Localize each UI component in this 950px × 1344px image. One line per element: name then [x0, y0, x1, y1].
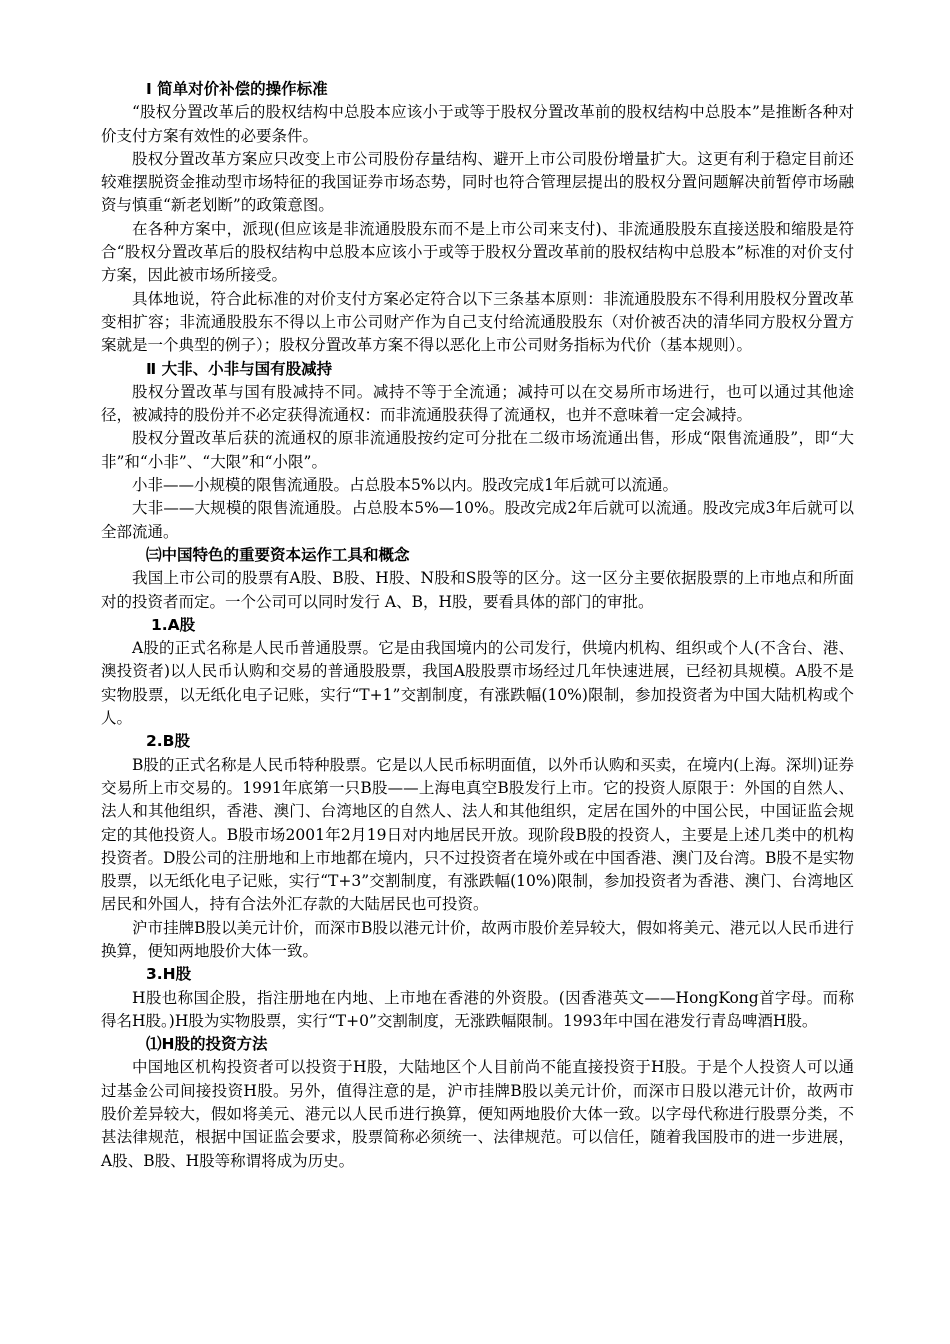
paragraph: 中国地区机构投资者可以投资于H股，大陆地区个人目前尚不能直接投资于H股。于是个人投资人可以通过基金公司间接投资H股。另外，值得注意的是，沪市挂牌B股以美元计价，而深市日股以港元计价，故两市股价差异较大，假如将美元、港元以人民币进行换算，便知两地股价大体一致。以字母代称进行股票分类，不甚法律规范，根据中国证监会要求，股票简称必须统一、法律规范。可以信任，随着我国股市的进一步进展，A股、B股、H股等称谓将成为历史。: [101, 1058, 854, 1170]
paragraph: 我国上市公司的股票有A股、B股、H股、N股和S股等的区分。这一区分主要依据股票的上市地点和所面对的投资者而定。一个公司可以同时发行 A、B，H股，要看具体的部门的审批。: [101, 569, 854, 611]
section-heading-h-share: 3.H股: [146, 965, 192, 984]
paragraph: H股也称国企股，指注册地在内地、上市地在香港的外资股。(因香港英文——HongKong首字母。而称得名H股。)H股为实物股票，实行“T+0”交割制度，无涨跌幅限制。1993年中国在港发行青岛啤酒H股。: [101, 988, 854, 1030]
paragraph: 小非——小规模的限售流通股。占总股本5%以内。股改完成1年后就可以流通。: [132, 476, 678, 495]
paragraph: 股权分置改革与国有股减持不同。减持不等于全流通；减持可以在交易所市场进行，也可以通过其他途径，被减持的股份并不必定获得流通权：而非流通股获得了流通权，也并不意味着一定会减持。: [101, 382, 854, 425]
section-heading-large-small-nontradable: Ⅱ 大非、小非与国有股减持: [146, 359, 333, 378]
paragraph: 在各种方案中，派现(但应该是非流通股股东而不是上市公司来支付)、非流通股股东直接送股和缩股是符合“股权分置改革后的股权结构中总股本应该小于或等于股权分置改革前的股权结构中总股本”标准的对价支付方案，因此被市场所接受。: [101, 219, 854, 285]
paragraph: 股权分置改革后获的流通权的原非流通股按约定可分批在二级市场流通出售，形成“限售流通股”，即“大非”和“小非”、“大限”和“小限”。: [101, 429, 854, 471]
section-heading-capital-tools: ㈢中国特色的重要资本运作工具和概念: [146, 545, 410, 564]
paragraph: 股权分置改革方案应只改变上市公司股份存量结构、避开上市公司股份增量扩大。这更有利于稳定目前还较难摆脱资金推动型市场特征的我国证券市场态势，同时也符合管理层提出的股权分置问题解决前暂停市场融资与慎重“新老划断”的政策意图。: [101, 149, 854, 215]
paragraph: A股的正式名称是人民币普通股票。它是由我国境内的公司发行，供境内机构、组织或个人(不含台、港、澳投资者)以人民币认购和交易的普通股股票，我国A股股票市场经过几年快速进展，已经初具规模。A股不是实物股票，以无纸化电子记账，实行“T+1”交割制度，有涨跌幅(10%)限制，参加投资者为中国大陆机构或个人。: [101, 639, 854, 728]
paragraph: B股的正式名称是人民币特种股票。它是以人民币标明面值，以外币认购和买卖，在境内(上海。深圳)证券交易所上市交易的。1991年底第一只B股——上海电真空B股发行上市。它的投资人原限于：外国的自然人、法人和其他组织，香港、澳门、台湾地区的自然人、法人和其他组织，定居在国外的中国公民，中国证监会规定的其他投资人。B股市场2001年2月19日对内地居民开放。现阶段B股的投资人，主要是上述几类中的机构投资者。D股公司的注册地和上市地都在境内，只不过投资者在境外或在中国香港、澳门及台湾。B股不是实物股票，以无纸化电子记账，实行“T+3”交割制度，有涨跌幅(10%)限制，参加投资者为香港、澳门、台湾地区居民和外国人，持有合法外汇存款的大陆居民也可投资。: [101, 755, 854, 914]
paragraph: 具体地说，符合此标准的对价支付方案必定符合以下三条基本原则：非流通股股东不得利用股权分置改革变相扩容；非流通股股东不得以上市公司财产作为自己支付给流通股股东（对价被否决的清华同方股权分置方案就是一个典型的例子）；股权分置改革方案不得以恶化上市公司财务指标为代价（基本规则）。: [101, 289, 854, 355]
paragraph: 大非——大规模的限售流通股。占总股本5%—10%。股改完成2年后就可以流通。股改完成3年后就可以全部流通。: [101, 499, 854, 541]
paragraph: 沪市挂牌B股以美元计价，而深市B股以港元计价，故两市股价差异较大，假如将美元、港元以人民币进行换算，便知两地股价大体一致。: [101, 918, 854, 960]
section-heading-compensation-standard: Ⅰ 简单对价补偿的操作标准: [146, 80, 328, 98]
section-heading-h-share-investment: ⑴H股的投资方法: [146, 1035, 268, 1054]
section-heading-a-share: 1.A股: [151, 615, 196, 634]
section-heading-b-share: 2.B股: [146, 732, 190, 751]
paragraph: “股权分置改革后的股权结构中总股本应该小于或等于股权分置改革前的股权结构中总股本”是推断各种对价支付方案有效性的必要条件。: [101, 103, 854, 145]
